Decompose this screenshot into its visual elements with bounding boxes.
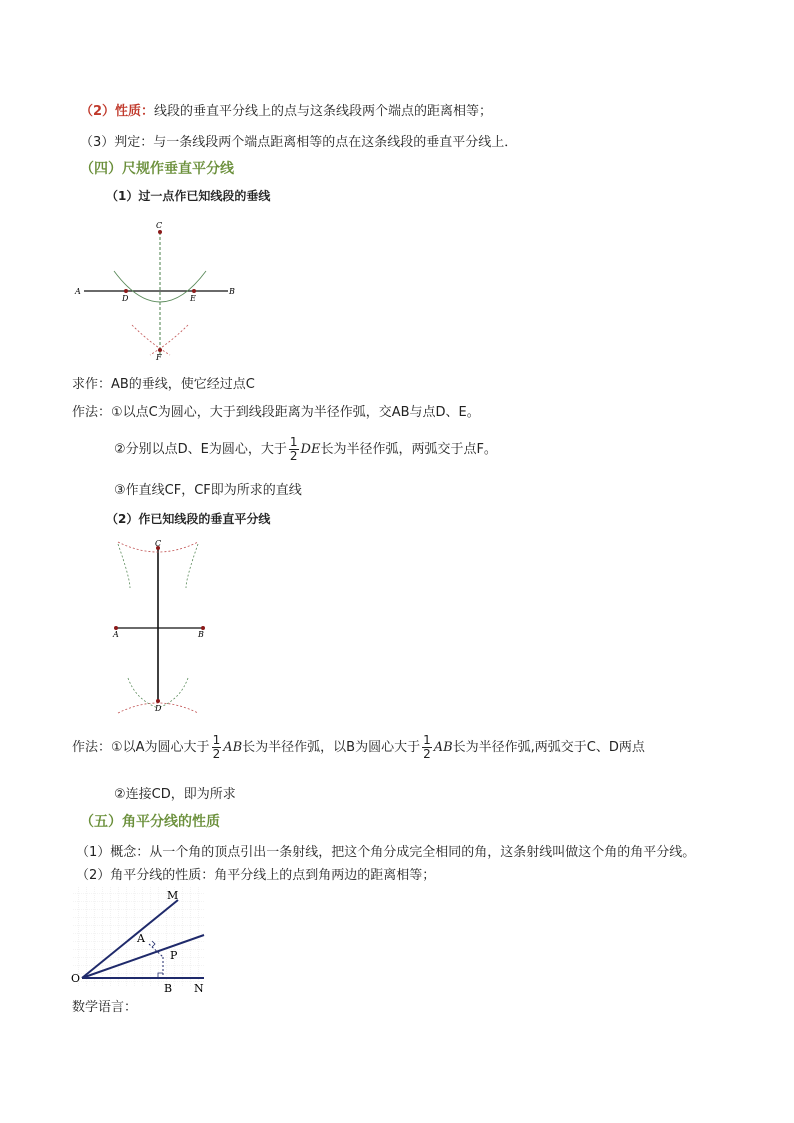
arc-from-e [150, 325, 188, 355]
label-c: C [156, 221, 163, 230]
point-d [124, 289, 128, 293]
label-m: M [167, 889, 179, 902]
label-d: D [122, 294, 129, 303]
fraction-numerator: 1 [289, 435, 298, 449]
method-2-step-2: ②连接CD，即为所求 [114, 787, 236, 802]
method-2-var-2: AB [433, 740, 453, 755]
label-c-2: C [155, 539, 162, 548]
property-line [80, 103, 492, 121]
fraction-2-numerator: 1 [423, 733, 431, 747]
fraction-1-numerator: 1 [212, 733, 221, 747]
method-2-step-1 [72, 731, 645, 765]
requirement-line: 求作：AB的垂线，使它经过点C [72, 377, 255, 392]
label-a-3: A [137, 932, 145, 945]
fraction-half [289, 436, 299, 463]
point-f [158, 348, 162, 352]
subheading-2: （2）作已知线段的垂直平分线 [106, 512, 271, 526]
fraction-2-denominator: 2 [423, 747, 431, 761]
label-b: B [229, 287, 235, 296]
subheading-1: （1）过一点作已知线段的垂线 [106, 189, 271, 203]
label-p: P [170, 949, 178, 962]
label-f: F [156, 353, 162, 362]
property-text: 线段的垂直平分线上的点与这条线段两个端点的距离相等； [154, 104, 493, 119]
label-b-2: B [198, 630, 204, 639]
step-2-post: 长为半径作弧，两弧交于点F。 [320, 442, 497, 457]
label-a: A [75, 287, 81, 296]
step-3: ③作直线CF，CF即为所求的直线 [114, 483, 302, 498]
lower-right-arc [158, 678, 188, 708]
arc-from-d [132, 325, 170, 355]
upper-right-arc [186, 544, 198, 588]
label-b-3: B [164, 982, 173, 995]
label-o: O [71, 972, 81, 985]
perpendicular-bisector-figure [100, 538, 220, 718]
method-2-text-2: 长为半径作弧，以B为圆心大于 [242, 740, 421, 755]
point-c [158, 230, 162, 234]
point-e [192, 289, 196, 293]
label-e: E [190, 294, 196, 303]
method-2-var-1: AB [223, 740, 243, 755]
label-d-2: D [155, 704, 162, 713]
property-bisector-line: （2）角平分线的性质：角平分线上的点到角两边的距离相等； [76, 868, 436, 883]
point-d-2 [156, 699, 160, 703]
section-4-heading: （四）尺规作垂直平分线 [80, 161, 234, 177]
upper-left-arc [118, 544, 130, 588]
step-2-pre: ②分别以点D、E为圆心，大于 [114, 442, 287, 457]
fraction-denominator: 2 [289, 449, 298, 463]
label-a-2: A [113, 630, 119, 639]
method-2-text-3: 长为半径作弧,两弧交于C、D两点 [452, 740, 645, 755]
math-language-label: 数学语言： [72, 1000, 138, 1015]
fraction-1-denominator: 2 [212, 747, 221, 761]
fraction-half-1 [212, 734, 222, 761]
concept-line: （1）概念：从一个角的顶点引出一条射线，把这个角分成完全相同的角，这条射线叫做这个角的角平分线。 [76, 845, 696, 860]
section-5-heading: （五）角平分线的性质 [80, 814, 220, 830]
label-n: N [194, 982, 204, 995]
step-2 [114, 433, 497, 467]
method-2-text-1: 作法：①以A为圆心大于 [72, 740, 210, 755]
perpendicular-construction-figure [70, 215, 250, 365]
step-2-var: DE [300, 442, 321, 457]
step-1: 作法：①以点C为圆心，大于到线段距离为半径作弧，交AB与点D、E。 [72, 405, 480, 420]
property-label: （2）性质： [80, 104, 155, 119]
angle-bisector-figure [70, 885, 210, 997]
fraction-half-2 [422, 734, 432, 761]
judgement-line: （3）判定：与一条线段两个端点距离相等的点在这条线段的垂直平分线上． [80, 135, 518, 150]
